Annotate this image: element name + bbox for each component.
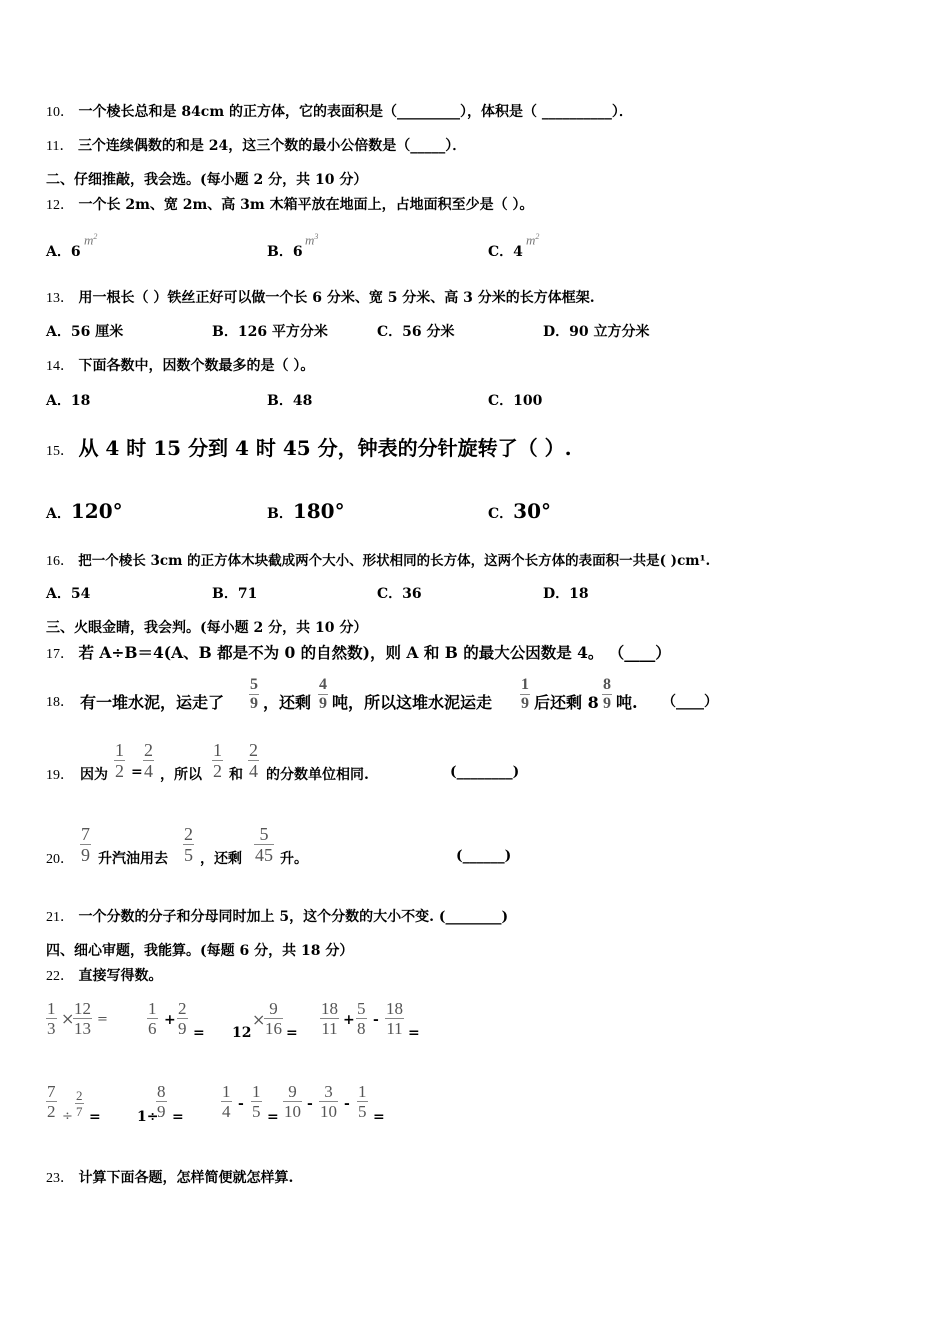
equals-sign: = — [89, 1109, 101, 1125]
question-number: 15． — [46, 444, 74, 459]
option-a[interactable]: A．54 — [46, 586, 91, 602]
fraction: $\frac{1}{5}$ — [252, 1082, 261, 1121]
question-text: 计算下面各题，怎样简便就怎样算. — [78, 1170, 294, 1186]
text-segment: 和 — [229, 767, 243, 783]
fraction: $\frac{1}{6}$ — [148, 999, 157, 1038]
option-b[interactable]: B．48 — [267, 393, 313, 409]
option-b[interactable]: B．71 — [212, 586, 258, 602]
option-value: 30° — [513, 499, 551, 523]
operator: - — [238, 1096, 244, 1112]
fraction: $\frac{4}{9}$ — [319, 676, 327, 712]
option-a[interactable]: A．18 — [46, 393, 91, 409]
equals-sign: = — [408, 1025, 420, 1041]
fraction: $\frac{8}{9}$ — [603, 676, 611, 712]
equals-sign: = — [373, 1109, 385, 1125]
question-23 — [46, 1168, 293, 1189]
option-label: C． — [488, 506, 514, 522]
answer-blank[interactable]: （____） — [662, 694, 718, 710]
question-number: 22． — [46, 969, 74, 984]
question-21 — [46, 907, 508, 928]
fraction: $\frac{3}{10}$ — [320, 1082, 337, 1121]
equals-sign: = — [286, 1025, 298, 1041]
question-text: 从 4 时 15 分到 4 时 45 分，钟表的分针旋转了（ ）. — [78, 436, 572, 460]
text-segment: 吨，所以这堆水泥运走 — [332, 693, 493, 712]
text-segment: ，还剩 — [263, 693, 312, 712]
text-segment: 升汽油用去 — [98, 851, 168, 867]
fraction: $\frac{7}{9}$ — [81, 824, 90, 865]
question-number: 12． — [46, 198, 74, 213]
text-segment: 吨. — [616, 693, 638, 712]
unit-m2: $m^2$ — [526, 232, 540, 248]
question-14 — [46, 356, 314, 377]
question-text: 直接写得数。 — [78, 968, 163, 984]
operator: + — [164, 1012, 176, 1028]
text-segment: 升。 — [280, 851, 308, 867]
question-number: 21． — [46, 910, 74, 925]
question-11 — [46, 136, 466, 157]
unit-m2: $m^2$ — [84, 232, 98, 248]
question-text: 用一根长（ ）铁丝正好可以做一个长 6 分米、宽 5 分米、高 3 分米的长方体框架. — [78, 290, 595, 306]
text-segment: ，还剩 — [200, 851, 242, 867]
question-22 — [46, 966, 162, 987]
question-number: 20． — [46, 852, 74, 867]
fraction: $\frac{1}{5}$ — [358, 1082, 367, 1121]
fraction: $\frac{1}{3}$ — [47, 999, 56, 1038]
question-number: 18． — [46, 695, 74, 710]
question-15 — [46, 435, 572, 465]
fraction: $\frac{5}{45}$ — [255, 824, 273, 865]
option-b[interactable]: B．126 平方分米 — [212, 324, 328, 340]
question-number: 11． — [46, 139, 74, 154]
option-a[interactable]: A．56 厘米 — [46, 324, 124, 340]
fraction: $\frac{2}{9}$ — [178, 999, 187, 1038]
question-number: 16． — [46, 554, 74, 569]
whole-number: 12 — [232, 1025, 252, 1041]
section-2-heading: 二、仔细推敲，我会选。(每小题 2 分，共 10 分） — [46, 172, 368, 188]
text-segment: 有一堆水泥，运走了 — [80, 693, 225, 712]
section-3-heading: 三、火眼金睛，我会判。(每小题 2 分，共 10 分） — [46, 620, 368, 636]
operator: + — [343, 1012, 355, 1028]
option-c[interactable]: C．36 — [377, 586, 422, 602]
option-b[interactable]: B．6 — [267, 244, 303, 260]
question-number: 23． — [46, 1171, 74, 1186]
fraction: $\frac{1}{2}$ — [115, 740, 124, 781]
text-segment: 的分数单位相同. — [266, 767, 369, 783]
operator: - — [307, 1096, 313, 1112]
question-text: 一个棱长总和是 84cm 的正方体，它的表面积是（_________），体积是（ __________）． — [78, 104, 633, 120]
whole-number: 1÷ — [137, 1109, 159, 1125]
question-12 — [46, 195, 534, 216]
equals-sign: = — [131, 764, 143, 780]
option-value: 120° — [70, 499, 123, 523]
fraction: $\frac{5}{9}$ — [250, 676, 258, 712]
fraction: $\frac{12}{13}$ — [74, 999, 91, 1038]
text-segment: ，所以 — [160, 767, 202, 783]
question-13 — [46, 288, 595, 309]
option-c[interactable] — [488, 498, 551, 527]
fraction: $\frac{18}{11}$ — [386, 999, 403, 1038]
question-17 — [46, 643, 671, 665]
unit-m3: $m^3$ — [305, 232, 319, 248]
equals-sign: = — [172, 1109, 184, 1125]
answer-blank[interactable]: (______) — [456, 848, 512, 864]
question-text: 把一个棱长 3cm 的正方体木块截成两个大小、形状相同的长方体，这两个长方体的表面积一共是( )cm¹. — [78, 553, 711, 569]
fraction: $\frac{7}{2}$ — [47, 1082, 56, 1121]
fraction: $\frac{1}{4}$ — [222, 1082, 231, 1121]
fraction: $\frac{9}{16}$ — [265, 999, 282, 1038]
option-d[interactable]: D．90 立方分米 — [543, 324, 650, 340]
operator: × — [61, 1009, 75, 1028]
fraction: $\frac{2}{4}$ — [144, 740, 153, 781]
operator: - — [344, 1096, 350, 1112]
fraction: $\frac{2}{5}$ — [184, 824, 193, 865]
question-16 — [46, 551, 710, 572]
question-text: 下面各数中，因数个数最多的是（ ）。 — [78, 358, 315, 374]
option-label: B． — [267, 506, 293, 522]
fraction: $\frac{5}{8}$ — [357, 999, 366, 1038]
option-c[interactable]: C．100 — [488, 393, 543, 409]
fraction: $\frac{8}{9}$ — [157, 1082, 166, 1121]
equals-sign: = — [97, 1012, 108, 1027]
option-c[interactable]: C．56 分米 — [377, 324, 455, 340]
fraction: $\frac{1}{9}$ — [521, 676, 529, 712]
fraction: $\frac{2}{7}$ — [76, 1088, 83, 1119]
answer-blank[interactable]: (________) — [450, 764, 520, 780]
option-c[interactable]: C．4 — [488, 244, 523, 260]
operator: × — [252, 1010, 266, 1029]
fraction: $\frac{18}{11}$ — [321, 999, 338, 1038]
question-number: 13． — [46, 291, 74, 306]
option-label: A． — [46, 506, 71, 522]
equals-sign: = — [193, 1025, 205, 1041]
fraction: $\frac{1}{2}$ — [213, 740, 222, 781]
fraction: $\frac{9}{10}$ — [284, 1082, 301, 1121]
question-number: 14． — [46, 359, 74, 374]
question-text: 一个长 2m、宽 2m、高 3m 木箱平放在地面上，占地面积至少是（ ）。 — [78, 197, 534, 213]
option-b[interactable] — [267, 498, 345, 527]
operator: - — [373, 1012, 379, 1028]
question-number: 19． — [46, 768, 74, 783]
text-segment: 后还剩 8 — [534, 693, 599, 712]
option-a[interactable] — [46, 498, 123, 527]
equals-sign: = — [267, 1109, 279, 1125]
question-text: 若 A÷B＝4(A、B 都是不为 0 的自然数)，则 A 和 B 的最大公因数是 4。 （____） — [78, 643, 671, 662]
question-text: 三个连续偶数的和是 24，这三个数的最小公倍数是（_____）． — [77, 138, 467, 154]
question-number: 17． — [46, 647, 74, 662]
option-a[interactable]: A．6 — [46, 244, 81, 260]
question-text: 一个分数的分子和分母同时加上 5，这个分数的大小不变. (________) — [78, 909, 509, 925]
question-number: 10． — [46, 105, 74, 120]
question-10 — [46, 102, 633, 123]
option-d[interactable]: D．18 — [543, 586, 589, 602]
text-segment: 因为 — [80, 767, 108, 783]
section-4-heading: 四、细心审题，我能算。(每题 6 分，共 18 分） — [46, 943, 354, 959]
option-value: 180° — [292, 499, 345, 523]
fraction: $\frac{2}{4}$ — [249, 740, 258, 781]
operator: ÷ — [62, 1109, 73, 1124]
